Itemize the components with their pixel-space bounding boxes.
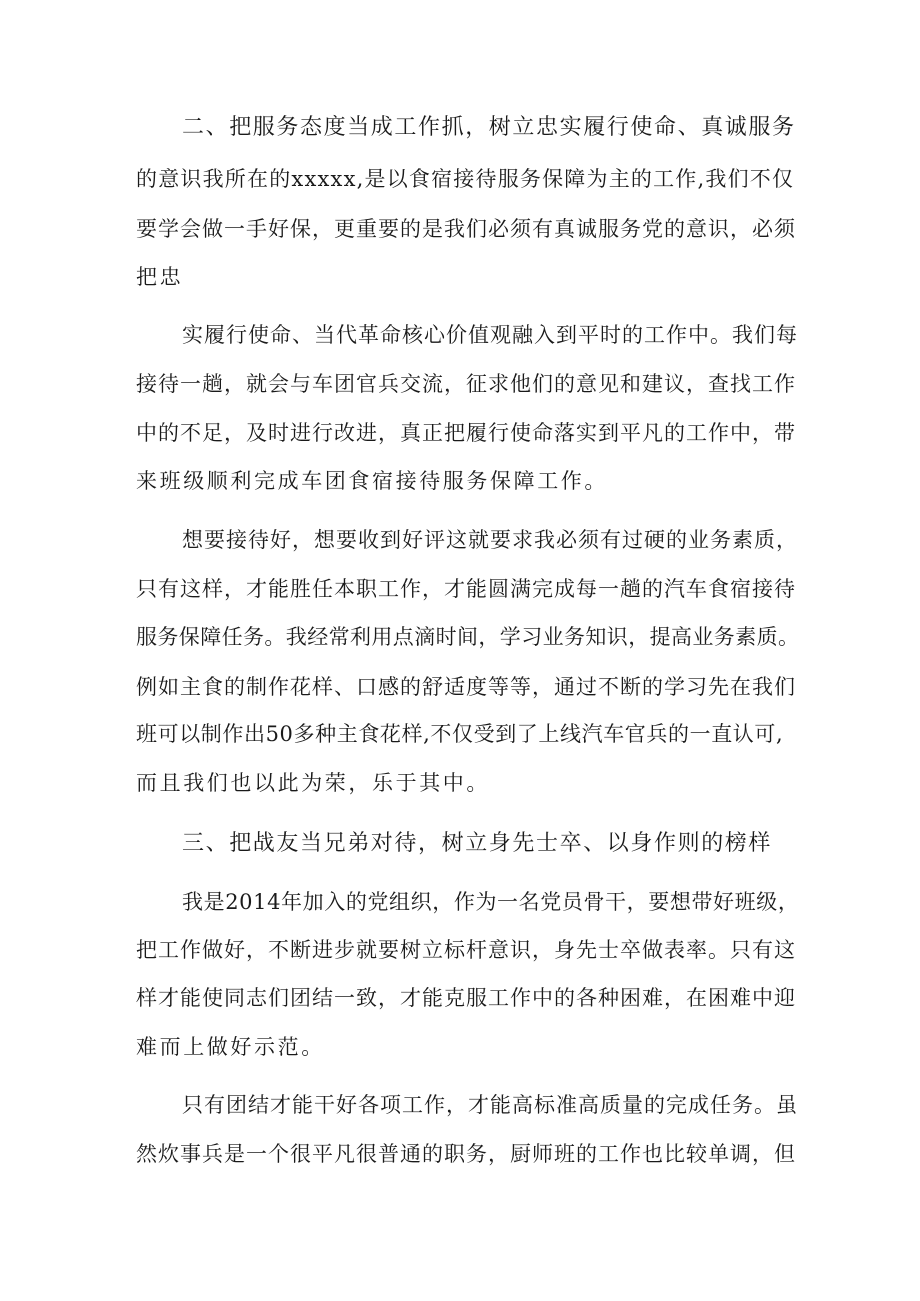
- paragraph-4-line-4: 难而上做好示范。: [136, 1035, 325, 1059]
- paragraph-4-line-3: 样才能使同志们团结一致，才能克服工作中的各种困难，在困难中迎: [136, 986, 796, 1010]
- paragraph-4-line-2: 把工作做好，不断进步就要树立标杆意识，身先士卒做表率。只有这: [136, 938, 796, 962]
- paragraph-2-line-1: 实履行使命、当代革命核心价值观融入到平时的工作中。我们每: [182, 323, 798, 347]
- section-two-line-4: 把忠: [136, 265, 184, 289]
- paragraph-5-line-1: 只有团结才能干好各项工作，才能高标准高质量的完成任务。虽: [182, 1093, 798, 1117]
- paragraph-2-line-4: 来班级顺利完成车团食宿接待服务保障工作。: [136, 469, 608, 493]
- paragraph-3-line-3: 服务保障任务。我经常利用点滴时间，学习业务知识，提高业务素质。: [136, 625, 800, 649]
- paragraph-4-line-1: 我是2014年加入的党组织，作为一名党员骨干，要想带好班级，: [182, 890, 800, 914]
- paragraph-2-line-2: 接待一趟，就会与车团官兵交流，征求他们的意见和建议，查找工作: [136, 372, 796, 396]
- paragraph-3-line-6: 而且我们也以此为荣，乐于其中。: [136, 771, 490, 795]
- paragraph-3-line-4: 例如主食的制作花样、口感的舒适度等等，通过不断的学习先在我们: [136, 675, 796, 699]
- paragraph-3-line-2: 只有这样，才能胜任本职工作，才能圆满完成每一趟的汽车食宿接待: [136, 577, 796, 601]
- paragraph-3-line-1: 想要接待好，想要收到好评这就要求我必须有过硬的业务素质，: [182, 528, 798, 552]
- paragraph-5-line-2: 然炊事兵是一个很平凡很普通的职务，厨师班的工作也比较单调，但: [136, 1142, 796, 1166]
- section-three-heading: 三、把战友当兄弟对待，树立身先士卒、以身作则的榜样: [182, 831, 773, 856]
- paragraph-3-line-5: 班可以制作出50多种主食花样,不仅受到了上线汽车官兵的一直认可,: [136, 722, 784, 746]
- paragraph-2-line-3: 中的不足，及时进行改进，真正把履行使命落实到平凡的工作中，带: [136, 421, 796, 445]
- section-two-heading-line-1: 二、把服务态度当成工作抓，树立忠实履行使命、真诚服务: [182, 115, 796, 140]
- section-two-line-3: 要学会做一手好保，更重要的是我们必须有真诚服务党的意识，必须: [136, 217, 796, 241]
- section-two-line-2: 的意识我所在的xxxxx,是以食宿接待服务保障为主的工作,我们不仅: [136, 167, 795, 191]
